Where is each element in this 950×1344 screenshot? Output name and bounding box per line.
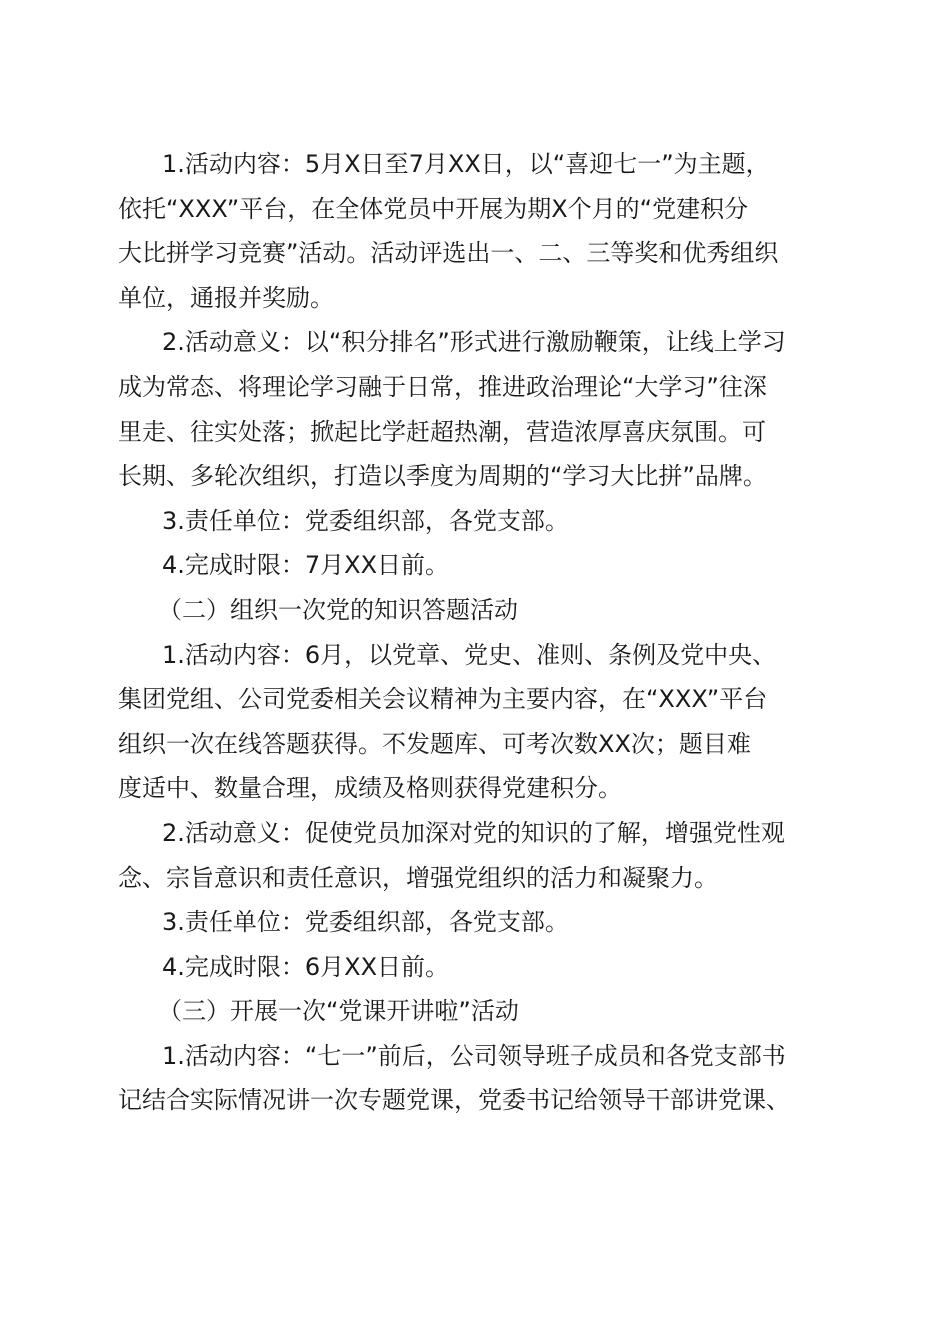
paragraph-line: 3.责任单位：党委组织部，各党支部。 — [162, 506, 569, 535]
paragraph-line: 4.完成时限：7月XX日前。 — [162, 551, 450, 580]
paragraph-line: 集团党组、公司党委相关会议精神为主要内容，在“XXX”平台 — [118, 685, 768, 714]
paragraph-line: 2.活动意义：促使党员加深对党的知识的了解，增强党性观 — [162, 818, 785, 847]
paragraph-line: 组织一次在线答题获得。不发题库、可考次数XX次；题目难 — [118, 729, 751, 758]
paragraph-line: 单位，通报并奖励。 — [118, 283, 334, 312]
paragraph-line: 大比拼学习竞赛”活动。活动评选出一、二、三等奖和优秀组织 — [118, 239, 779, 268]
paragraph-line: 2.活动意义：以“积分排名”形式进行激励鞭策，让线上学习 — [162, 328, 786, 357]
paragraph-line: 1.活动内容：6月，以党章、党史、准则、条例及党中央、 — [162, 640, 777, 669]
paragraph-line: 里走、往实处落；掀起比学赶超热潮，营造浓厚喜庆氛围。可 — [118, 417, 766, 446]
document-body — [118, 142, 830, 1123]
section-heading: （三）开展一次“党课开讲啦”活动 — [158, 997, 519, 1026]
paragraph-line: 念、宗旨意识和责任意识，增强党组织的活力和凝聚力。 — [118, 863, 718, 892]
section-heading: （二）组织一次党的知识答题活动 — [158, 595, 518, 624]
paragraph-line: 3.责任单位：党委组织部，各党支部。 — [162, 908, 569, 937]
paragraph-line: 1.活动内容：5月X日至7月XX日，以“喜迎七一”为主题， — [162, 150, 770, 178]
paragraph-line: 成为常态、将理论学习融于日常，推进政治理论“大学习”往深 — [118, 372, 767, 401]
paragraph-line: 记结合实际情况讲一次专题党课，党委书记给领导干部讲党课、 — [118, 1086, 790, 1115]
paragraph-line: 度适中、数量合理，成绩及格则获得党建积分。 — [118, 774, 622, 803]
paragraph-line: 4.完成时限：6月XX日前。 — [162, 952, 450, 981]
paragraph-line: 长期、多轮次组织，打造以季度为周期的“学习大比拼”品牌。 — [118, 462, 767, 491]
paragraph-line: 依托“XXX”平台，在全体党员中开展为期X个月的“党建积分 — [118, 194, 749, 223]
paragraph-line: 1.活动内容：“七一”前后，公司领导班子成员和各党支部书 — [162, 1041, 786, 1070]
